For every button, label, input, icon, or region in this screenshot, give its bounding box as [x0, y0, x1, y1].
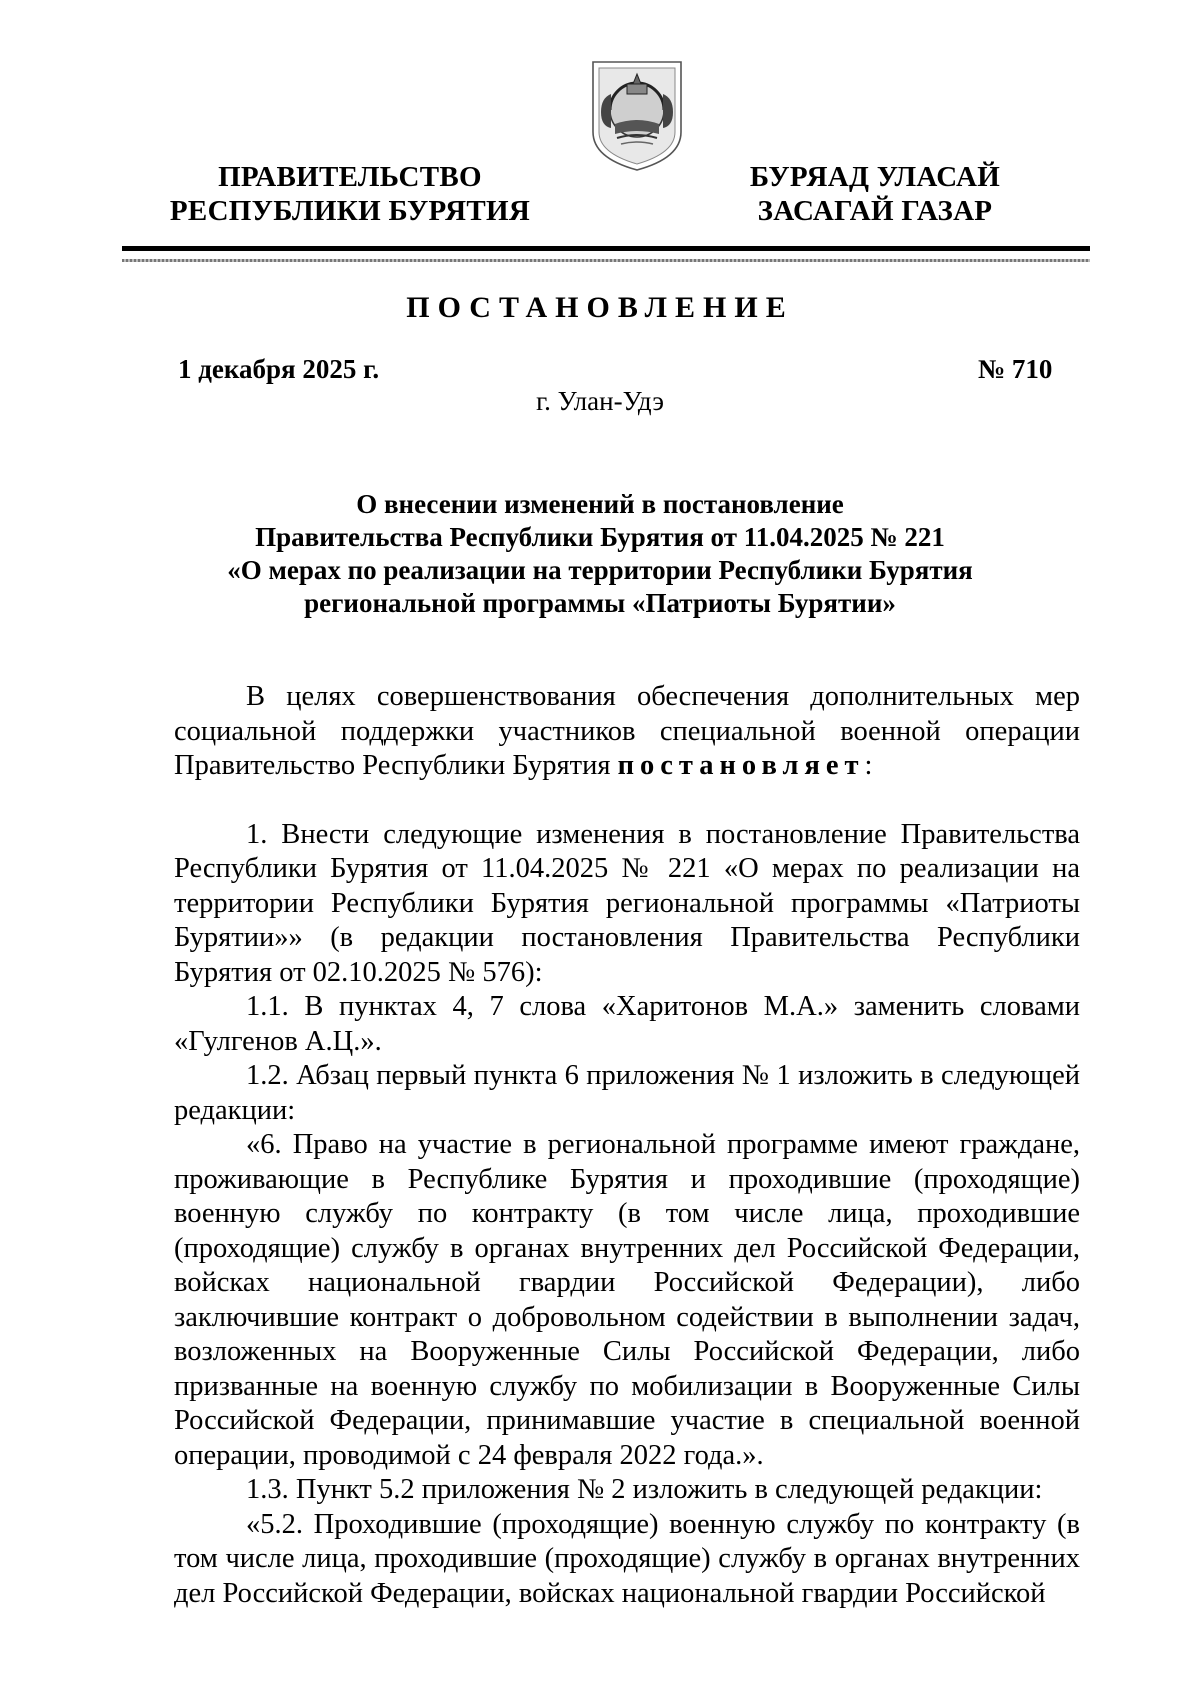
paragraph-1-3: 1.3. Пункт 5.2 приложения № 2 изложить в следующей редакции:: [246, 1474, 1043, 1505]
document-city: г. Улан-Удэ: [536, 386, 664, 416]
org-name-russian: [150, 160, 550, 228]
preamble-keyword: постановляет: [617, 750, 865, 781]
paragraph-1-2: 1.2. Абзац первый пункта 6 приложения № 1 изложить в следующей редакции:: [174, 1060, 1080, 1126]
org-right-line1: БУРЯАД УЛАСАЙ: [749, 161, 1001, 193]
header-divider-thick: [122, 246, 1090, 251]
coat-of-arms-icon: [587, 54, 687, 174]
org-name-buryat: [720, 160, 1030, 228]
paragraph-1: 1. Внести следующие изменения в постановление Правительства Республики Бурятия от 11.04.2025 № 221 «О мерах по реализации на территории Республики Бурятия региональной программы «Патриоты Бурятии»» (в редакции постановления Правительства Республики Бурятия от 02.10.2025 № 576):: [174, 818, 1080, 988]
paragraph-1-1: 1.1. В пунктах 4, 7 слова «Харитонов М.А.» заменить словами «Гулгенов А.Ц.».: [174, 991, 1080, 1057]
paragraph-1-3-quote: «5.2. Проходившие (проходящие) военную службу по контракту (в том числе лица, проходившие (проходящие) службу в органах внутренних дел Российской Федерации, войсках национальной гвардии Российской: [174, 1508, 1080, 1609]
document-number: № 710: [978, 354, 1053, 384]
paragraph-1-2-quote: «6. Право на участие в региональной программе имеют граждане, проживающие в Республике Бурятия и проходившие (проходящие) военную службу по контракту (в том числе лица, проходившие (проходящие) службу в органах внутренних дел Российской Федерации, войсках национальной гвардии Российской Федерации), либо заключившие контракт о добровольном содействии в выполнении задач, возложенных на Вооруженные Силы Российской Федерации, либо призванные на военную службу по мобилизации в Вооруженные Силы Российской Федерации, принимавшие участие в специальной военной операции, проводимой с 24 февраля 2022 года.».: [174, 1129, 1080, 1471]
preamble-text: В целях совершенствования обеспечения дополнительных мер социальной поддержки участников специальной военной операции Правительство Республики Бурятия: [174, 681, 1080, 781]
document-title: [180, 488, 1020, 620]
header-divider-thin: [122, 259, 1090, 262]
document-date: 1 декабря 2025 г.: [178, 354, 380, 384]
title-line: «О мерах по реализации на территории Республики Бурятия: [227, 555, 973, 585]
org-left-line2: РЕСПУБЛИКИ БУРЯТИЯ: [169, 195, 531, 227]
org-left-line1: ПРАВИТЕЛЬСТВО: [218, 161, 482, 193]
document-body: [174, 680, 1080, 1611]
title-line: региональной программы «Патриоты Бурятии»: [304, 588, 896, 618]
preamble-paragraph: [174, 680, 1080, 784]
document-type: ПОСТАНОВЛЕНИЕ: [406, 291, 794, 324]
preamble-end: :: [864, 750, 873, 781]
org-right-line2: ЗАСАГАЙ ГАЗАР: [757, 195, 993, 227]
title-line: О внесении изменений в постановление: [356, 489, 844, 519]
title-line: Правительства Республики Бурятия от 11.04.2025 № 221: [255, 522, 945, 552]
